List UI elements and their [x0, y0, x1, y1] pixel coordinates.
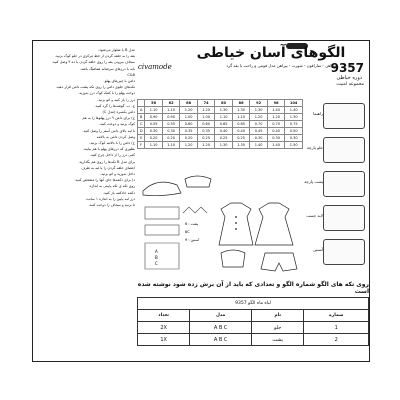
garment-drawings-svg — [137, 173, 303, 279]
instruction-line: تکه‌های جلوی دامن را روی تکه پشت دامن قرار دهید. — [55, 85, 135, 90]
size-cell: 1.00 — [180, 114, 198, 121]
size-cell: 0.65 — [215, 121, 233, 128]
size-cell: 0.90 — [145, 114, 163, 121]
pattern-subtitle-2: مجموعه امنیت — [336, 82, 364, 87]
size-cell: 1.20 — [267, 114, 285, 121]
size-cell: 0.30 — [285, 135, 303, 142]
row-number: 1 — [304, 322, 369, 334]
instruction-line: با لبه بالای دامن آستر را وصل کنید. — [82, 128, 135, 133]
size-cell: 0.25 — [215, 135, 233, 142]
col-name: نام — [251, 310, 303, 322]
size-cell: 0.65 — [232, 121, 250, 128]
size-cell: 0.40 — [215, 128, 233, 135]
instruction-line: ح) برای دامن ۹ درز پهلوها را به هم — [82, 116, 135, 121]
drawing-label-c: C — [155, 261, 158, 266]
row-models: A B C — [190, 322, 252, 334]
instruction-line: درز را باز کنید و اتو بزنید. — [97, 97, 135, 102]
pattern-piece-outline — [323, 137, 365, 163]
size-header-cell: 86 — [232, 100, 250, 107]
dress-front-drawing — [219, 203, 253, 245]
header — [136, 41, 370, 99]
drawing-note-2: 8C — [185, 230, 190, 234]
size-header-cell: 68 — [180, 100, 198, 107]
instruction-line: ج- ب- گوشه‌ها را گرد کنید. — [94, 103, 135, 108]
size-cell: 1.30 — [250, 107, 268, 114]
table-row — [138, 135, 303, 142]
instruction-line: خ) دامن را با بالاتنه کوک بزنید. — [89, 141, 135, 146]
drawing-label-a: A — [155, 249, 158, 254]
size-cell: 0.20 — [180, 135, 198, 142]
size-cell: 0.20 — [162, 135, 180, 142]
drawing-note-3: 9 : آستین — [185, 238, 200, 242]
size-cell: 0.45 — [267, 128, 285, 135]
size-cell: 0.25 — [197, 135, 215, 142]
instruction-line: درز لبه پایین را به اندازه ۱ سانت — [86, 196, 135, 201]
instruction-line: دوخت پهلو را با کمک کوک درز بدوزید. — [78, 91, 135, 96]
pattern-piece-outline — [323, 239, 365, 265]
size-cell: 0.30 — [267, 135, 285, 142]
size-cell: 1.10 — [145, 107, 163, 114]
table-row — [138, 128, 303, 135]
instruction-line: روی تکه ی تکه پایینی به اندازه — [89, 184, 135, 189]
instructions-column — [35, 47, 135, 347]
size-cell: 0.30 — [162, 128, 180, 135]
size-cell: 0.35 — [180, 128, 198, 135]
pattern-piece-label: لایه چسب — [306, 213, 323, 218]
size-cell: 0.30 — [145, 128, 163, 135]
size-cell: 1.10 — [145, 142, 163, 149]
instruction-line: مدل B با شلوار می‌شود. — [98, 48, 135, 52]
size-cell: 0.40 — [232, 128, 250, 135]
pattern-instruction-sheet — [32, 40, 370, 362]
size-cell: 1.10 — [232, 114, 250, 121]
size-cell: C — [138, 121, 145, 128]
size-cell: 1.30 — [215, 107, 233, 114]
page-title: الگوهای آسان خیاطی — [196, 45, 346, 61]
size-cell: 0.55 — [145, 121, 163, 128]
size-table-grid — [137, 99, 303, 149]
collar-drawing — [185, 176, 211, 187]
fabric-layout-a — [145, 207, 179, 219]
size-cell: 1.20 — [180, 107, 198, 114]
pieces-table — [137, 297, 369, 346]
size-cell: 1.20 — [197, 142, 215, 149]
size-cell: D — [138, 128, 145, 135]
size-cell: 0.90 — [162, 114, 180, 121]
size-cell: 0.60 — [180, 121, 198, 128]
size-cell: 1.10 — [162, 107, 180, 114]
instruction-line: کوک بزنید و دوخت کنید. — [98, 122, 135, 127]
pattern-number: 9357 — [330, 61, 364, 75]
size-cell: E — [138, 135, 145, 142]
col-number: شماره — [304, 310, 369, 322]
table-row — [138, 142, 303, 149]
instruction-line: دامن با چین‌های پهلو — [104, 79, 135, 84]
row-number: 2 — [304, 334, 369, 346]
size-cell: F — [138, 142, 145, 149]
size-table — [137, 99, 303, 169]
sleeve-drawing — [221, 250, 245, 267]
size-cell: 0.60 — [197, 121, 215, 128]
size-cell: 1.00 — [197, 114, 215, 121]
size-cell: 1.10 — [215, 114, 233, 121]
size-cell: 1.40 — [267, 142, 285, 149]
instruction-line: د) برای دکمه‌ها جای آنها را مشخص کنید. — [74, 178, 135, 183]
instruction-line: کمی درز را از داخل چرخ کنید. — [89, 153, 135, 158]
pattern-piece-outline — [323, 205, 365, 231]
shorts-drawing — [261, 253, 297, 271]
table-row — [138, 322, 369, 334]
size-header-cell: 104 — [285, 100, 303, 107]
size-cell: 0.25 — [232, 135, 250, 142]
size-header-cell — [138, 100, 145, 107]
instruction-line: برای مدل B تکه‌ها را روی هم بگذارید. — [78, 159, 135, 164]
fabric-layout-c — [145, 243, 179, 269]
size-cell: 0.70 — [267, 121, 285, 128]
pattern-pieces-column — [303, 101, 369, 273]
instruction-line: سجاف بیرونی یقه را روی حلقه گردن با ده ۳ وصل کنید. — [51, 60, 135, 65]
instruction-line: 8&C — [127, 72, 135, 77]
header-description: پیراهن - سارافون - شورت - پیراهن مدل فونتی و راحت با یقه گرد — [226, 63, 336, 68]
size-cell: 0.35 — [197, 128, 215, 135]
row-name: جلو — [251, 322, 303, 334]
size-header-cell: 62 — [162, 100, 180, 107]
instruction-line: یقه را به حلقه گردن از خط مرکزی در جلو کوک بزنید. — [54, 54, 135, 59]
col-count: تعداد — [138, 310, 190, 322]
size-table-header — [138, 100, 303, 107]
size-header-cell: 74 — [197, 100, 215, 107]
row-count: 2X — [138, 322, 190, 334]
row-name: پشت — [251, 334, 303, 346]
dress-back-drawing — [255, 203, 293, 245]
fabric-layout-b — [145, 225, 179, 235]
drawing-note-1: 6 : پشت — [185, 222, 199, 226]
table-row — [138, 121, 303, 128]
size-cell: 0.55 — [162, 121, 180, 128]
table-row — [138, 114, 303, 121]
pieces-table-caption: لباه ماه الگو 9357 — [138, 298, 369, 310]
size-header-cell: 98 — [267, 100, 285, 107]
size-cell: 0.20 — [145, 135, 163, 142]
size-cell: 1.30 — [285, 114, 303, 121]
size-cell: 1.50 — [285, 142, 303, 149]
size-cell: 1.40 — [250, 142, 268, 149]
instruction-line: داخل بدوزید و اتو بزنید. — [99, 172, 135, 177]
instruction-line: دکمه جادکمه باز کنید. — [102, 190, 135, 195]
instruction-line: باید با درزهای سرشانه هماهنگ باشد. — [79, 66, 135, 71]
technical-drawings — [137, 173, 303, 279]
size-cell: 0.45 — [250, 128, 268, 135]
pattern-piece-outline — [323, 103, 365, 129]
table-row — [138, 334, 369, 346]
pattern-subtitle: دوره خیاطی — [336, 75, 362, 81]
col-model: مدل — [190, 310, 252, 322]
pattern-piece-label: پشت پارچه — [304, 179, 323, 184]
size-cell: 1.40 — [285, 107, 303, 114]
instruction-line: دامن یکسره (مدل C) — [102, 110, 135, 115]
size-cell: 1.10 — [162, 142, 180, 149]
size-cell: 0.50 — [285, 128, 303, 135]
size-cell: 1.30 — [232, 107, 250, 114]
size-cell: 0.30 — [250, 135, 268, 142]
size-cell: B — [138, 114, 145, 121]
row-count: 1X — [138, 334, 190, 346]
drawing-label-b: B — [155, 255, 158, 260]
pieces-note: روی تکه های الگو شماره الگو و تعدادی که باید از آن برش زده شود نوشته شده است — [137, 281, 369, 295]
instruction-line: وصل کردن دامن به بالاتنه — [96, 134, 135, 139]
size-cell: 1.20 — [250, 114, 268, 121]
size-cell: 0.75 — [285, 121, 303, 128]
pattern-piece-label: راهنما — [313, 111, 323, 116]
size-header-cell: 92 — [250, 100, 268, 107]
table-row — [138, 107, 303, 114]
size-cell: 1.20 — [180, 142, 198, 149]
size-cell: 1.30 — [232, 142, 250, 149]
size-cell: 1.40 — [267, 107, 285, 114]
size-header-cell: 80 — [215, 100, 233, 107]
instruction-line: تا بزنید و سجاف را دوخت کنید. — [88, 203, 135, 208]
pattern-piece-label: آستین — [313, 247, 323, 252]
bonnet-drawing — [143, 182, 181, 196]
size-cell: A — [138, 107, 145, 114]
size-cell: 0.70 — [250, 121, 268, 128]
zigzag-stitch — [183, 207, 207, 213]
size-cell: 1.20 — [197, 107, 215, 114]
row-models: A B C — [190, 334, 252, 346]
instruction-line: اعضای حلقه گردن را با لبه به طرف — [81, 165, 135, 170]
size-header-cell: 56 — [145, 100, 163, 107]
pattern-piece-label: جلو پارچه — [306, 145, 323, 150]
brand-logo: civamode — [138, 63, 172, 71]
size-cell: 1.30 — [215, 142, 233, 149]
instruction-line: بطوری که درزهای پهلو با هم بیایند. — [82, 147, 135, 152]
pattern-piece-outline — [323, 171, 365, 197]
